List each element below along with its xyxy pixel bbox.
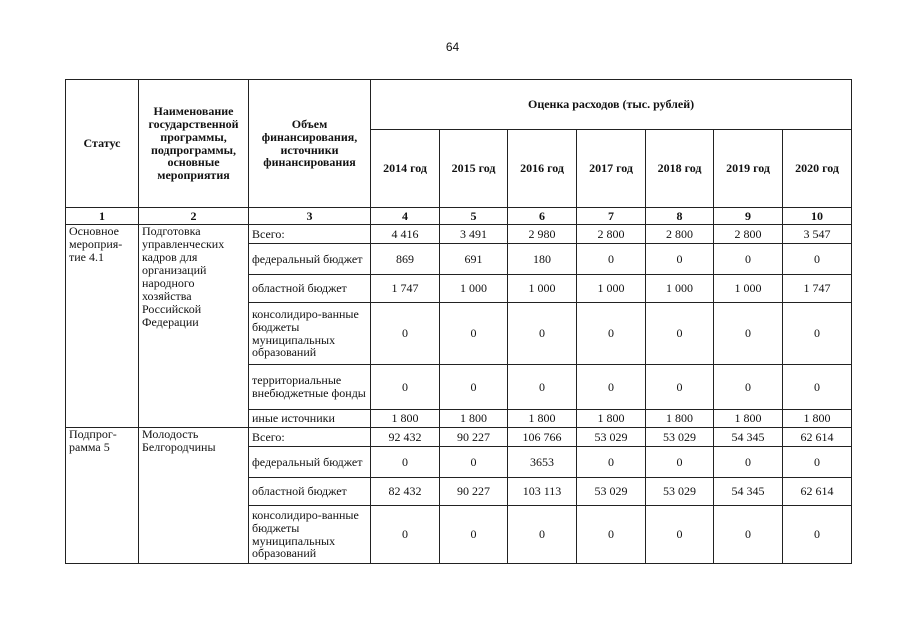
header-year: 2017 год (577, 130, 646, 208)
funding-source: иные источники (249, 410, 371, 428)
value-cell: 0 (508, 365, 577, 410)
value-cell: 0 (783, 506, 852, 564)
column-number: 10 (783, 208, 852, 225)
row-program-name: Подготовка управленческих кадров для организаций народного хозяйства Российской Федерации (139, 225, 249, 428)
value-cell: 0 (646, 244, 714, 275)
value-cell: 2 980 (508, 225, 577, 244)
value-cell: 2 800 (646, 225, 714, 244)
value-cell: 0 (714, 447, 783, 478)
value-cell: 0 (577, 447, 646, 478)
value-cell: 0 (783, 244, 852, 275)
value-cell: 2 800 (577, 225, 646, 244)
value-cell: 3653 (508, 447, 577, 478)
value-cell: 0 (577, 506, 646, 564)
value-cell: 1 747 (783, 275, 852, 303)
column-number-row (66, 208, 852, 225)
value-cell: 1 000 (440, 275, 508, 303)
value-cell: 0 (440, 506, 508, 564)
value-cell: 0 (440, 447, 508, 478)
value-cell: 1 747 (371, 275, 440, 303)
value-cell: 62 614 (783, 478, 852, 506)
value-cell: 4 416 (371, 225, 440, 244)
funding-source: Всего: (249, 428, 371, 447)
value-cell: 180 (508, 244, 577, 275)
value-cell: 62 614 (783, 428, 852, 447)
page-number: 64 (445, 40, 460, 54)
budget-table (65, 79, 852, 564)
value-cell: 691 (440, 244, 508, 275)
column-number: 2 (139, 208, 249, 225)
value-cell: 0 (577, 303, 646, 365)
header-year: 2014 год (371, 130, 440, 208)
value-cell: 0 (714, 244, 783, 275)
funding-source: областной бюджет (249, 275, 371, 303)
value-cell: 53 029 (646, 428, 714, 447)
value-cell: 0 (371, 365, 440, 410)
value-cell: 103 113 (508, 478, 577, 506)
value-cell: 82 432 (371, 478, 440, 506)
value-cell: 0 (371, 303, 440, 365)
value-cell: 0 (714, 365, 783, 410)
value-cell: 1 000 (577, 275, 646, 303)
value-cell: 0 (646, 447, 714, 478)
value-cell: 0 (646, 303, 714, 365)
table-row (66, 225, 852, 244)
header-year: 2018 год (646, 130, 714, 208)
row-status: Основное мероприя-тие 4.1 (66, 225, 139, 428)
value-cell: 0 (440, 365, 508, 410)
funding-source: консолидиро-ванные бюджеты муниципальных образований (249, 506, 371, 564)
value-cell: 54 345 (714, 478, 783, 506)
value-cell: 0 (508, 303, 577, 365)
value-cell: 0 (783, 303, 852, 365)
header-year: 2015 год (440, 130, 508, 208)
value-cell: 3 547 (783, 225, 852, 244)
value-cell: 54 345 (714, 428, 783, 447)
value-cell: 92 432 (371, 428, 440, 447)
value-cell: 53 029 (577, 428, 646, 447)
column-number: 5 (440, 208, 508, 225)
value-cell: 106 766 (508, 428, 577, 447)
value-cell: 53 029 (646, 478, 714, 506)
header-status: Статус (66, 80, 139, 208)
value-cell: 0 (646, 506, 714, 564)
value-cell: 1 800 (508, 410, 577, 428)
column-number: 8 (646, 208, 714, 225)
value-cell: 1 000 (714, 275, 783, 303)
column-number: 7 (577, 208, 646, 225)
value-cell: 0 (714, 506, 783, 564)
value-cell: 1 800 (371, 410, 440, 428)
header-estimate: Оценка расходов (тыс. рублей) (371, 80, 852, 130)
header-sources: Объем финансирования, источники финансирования (249, 80, 371, 208)
header-name: Наименование государственной программы, подпрограммы, основные мероприятия (139, 80, 249, 208)
funding-source: территориальные внебюджетные фонды (249, 365, 371, 410)
value-cell: 2 800 (714, 225, 783, 244)
table-row (66, 428, 852, 447)
value-cell: 1 800 (646, 410, 714, 428)
value-cell: 0 (577, 365, 646, 410)
value-cell: 0 (646, 365, 714, 410)
value-cell: 0 (371, 447, 440, 478)
value-cell: 869 (371, 244, 440, 275)
funding-source: областной бюджет (249, 478, 371, 506)
funding-source: федеральный бюджет (249, 244, 371, 275)
value-cell: 0 (577, 244, 646, 275)
header-year: 2016 год (508, 130, 577, 208)
value-cell: 53 029 (577, 478, 646, 506)
value-cell: 1 800 (714, 410, 783, 428)
value-cell: 0 (371, 506, 440, 564)
column-number: 3 (249, 208, 371, 225)
column-number: 1 (66, 208, 139, 225)
funding-source: консолидиро-ванные бюджеты муниципальных образований (249, 303, 371, 365)
value-cell: 3 491 (440, 225, 508, 244)
value-cell: 0 (783, 447, 852, 478)
value-cell: 1 800 (577, 410, 646, 428)
row-program-name: Молодость Белгородчины (139, 428, 249, 564)
value-cell: 0 (714, 303, 783, 365)
column-number: 9 (714, 208, 783, 225)
value-cell: 0 (508, 506, 577, 564)
column-number: 6 (508, 208, 577, 225)
header-year: 2020 год (783, 130, 852, 208)
funding-source: Всего: (249, 225, 371, 244)
row-status: Подпрог-рамма 5 (66, 428, 139, 564)
value-cell: 1 800 (440, 410, 508, 428)
value-cell: 1 800 (783, 410, 852, 428)
value-cell: 1 000 (508, 275, 577, 303)
value-cell: 0 (783, 365, 852, 410)
header-year: 2019 год (714, 130, 783, 208)
value-cell: 90 227 (440, 478, 508, 506)
value-cell: 0 (440, 303, 508, 365)
value-cell: 1 000 (646, 275, 714, 303)
column-number: 4 (371, 208, 440, 225)
value-cell: 90 227 (440, 428, 508, 447)
funding-source: федеральный бюджет (249, 447, 371, 478)
